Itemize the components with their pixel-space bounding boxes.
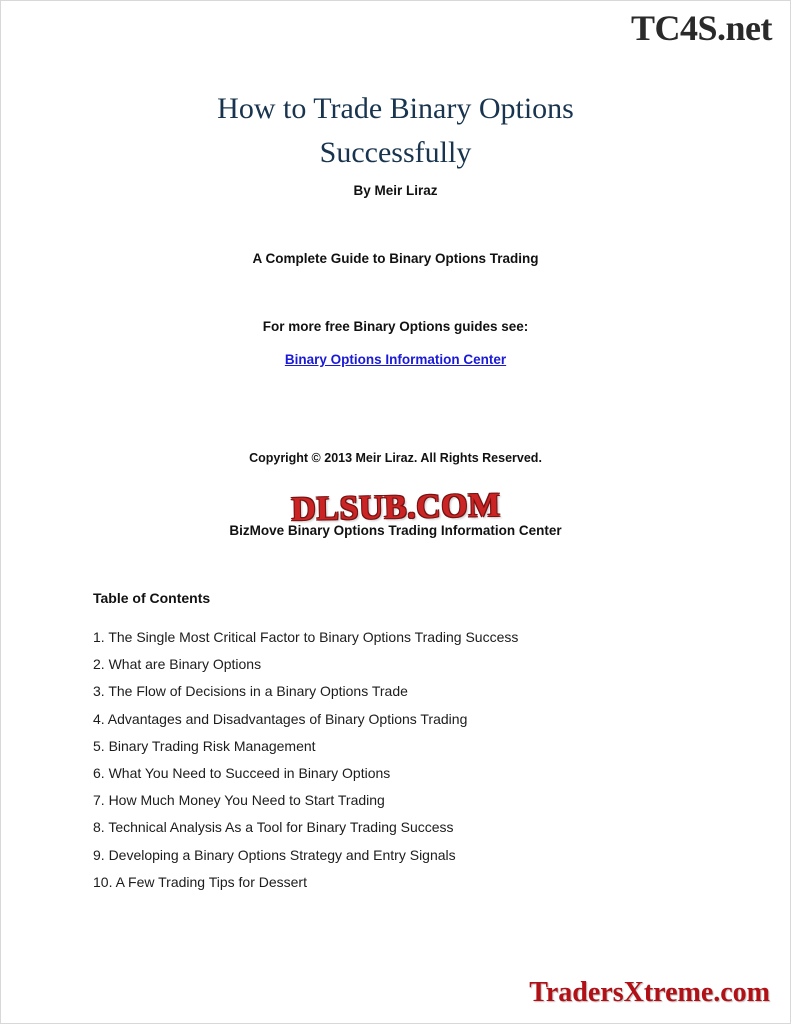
list-item[interactable]: 9. Developing a Binary Options Strategy and Entry Signals xyxy=(93,846,456,863)
document-subtitle: A Complete Guide to Binary Options Trading xyxy=(252,251,539,266)
list-item[interactable]: 1. The Single Most Critical Factor to Binary Options Trading Success xyxy=(93,629,519,645)
list-item[interactable]: 7. How Much Money You Need to Start Trading xyxy=(93,792,385,809)
table-of-contents-heading: Table of Contents xyxy=(93,590,211,606)
page-title: How to Trade Binary Options Successfully xyxy=(217,92,574,169)
list-item[interactable]: 4. Advantages and Disadvantages of Binary Options Trading xyxy=(93,710,468,727)
watermark-center-stamp: DLSUB.COM xyxy=(290,486,501,529)
information-center-label: BizMove Binary Options Trading Information Center xyxy=(229,523,562,538)
more-guides-text: For more free Binary Options guides see: xyxy=(262,319,529,334)
list-item[interactable]: 10. A Few Trading Tips for Dessert xyxy=(93,873,307,890)
binary-options-information-center-link[interactable]: Binary Options Information Center xyxy=(284,352,507,367)
author-byline: By Meir Liraz xyxy=(353,183,438,198)
table-of-contents-list xyxy=(93,624,698,896)
watermark-bottom-right: TradersXtreme.com xyxy=(529,977,770,1008)
list-item[interactable]: 8. Technical Analysis As a Tool for Binary Trading Success xyxy=(93,819,454,836)
list-item[interactable]: 2. What are Binary Options xyxy=(93,656,262,673)
list-item[interactable]: 5. Binary Trading Risk Management xyxy=(93,737,316,754)
list-item[interactable]: 3. The Flow of Decisions in a Binary Options Trade xyxy=(93,683,408,700)
guides-link-container xyxy=(1,351,790,369)
watermark-top-right: TC4S.net xyxy=(630,8,772,48)
copyright-notice: Copyright © 2013 Meir Liraz. All Rights Reserved. xyxy=(249,451,542,465)
list-item[interactable]: 6. What You Need to Succeed in Binary Options xyxy=(93,765,391,782)
